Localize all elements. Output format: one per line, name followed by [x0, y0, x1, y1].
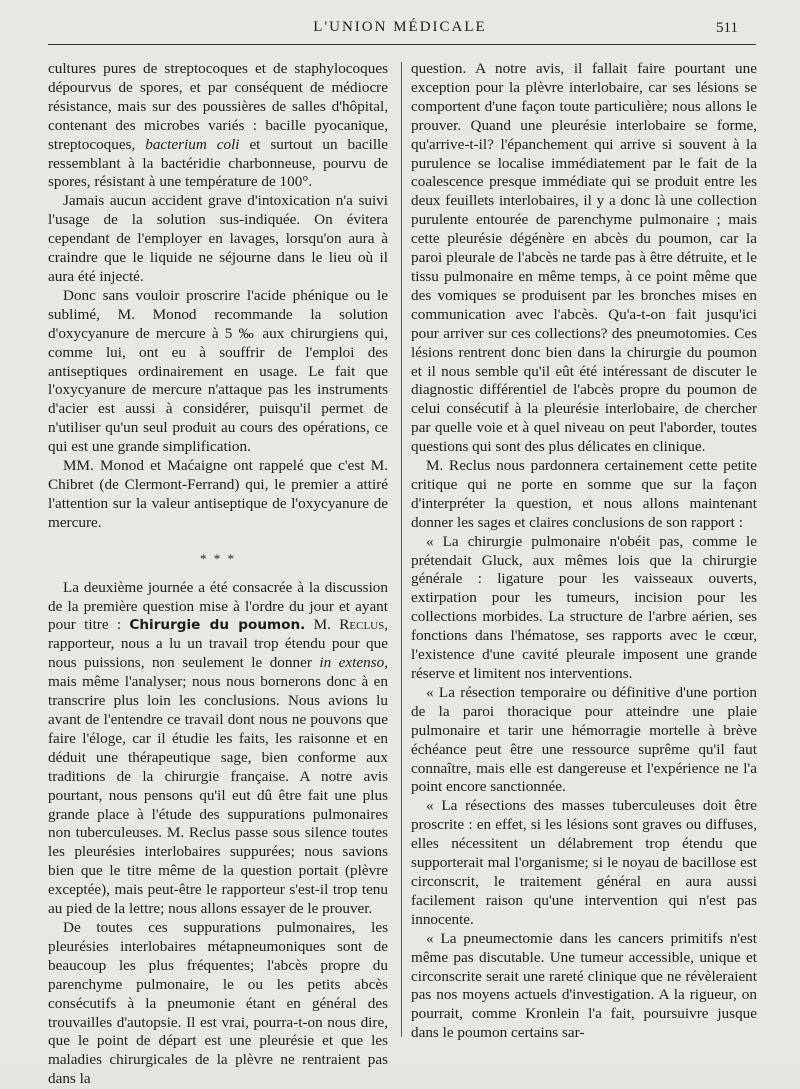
right-column — [411, 60, 757, 1043]
paragraph: La deuxième journée a été consacrée à la discussion de la première question mise à l'ordre du jour et ayant pour titre : Chirurgie du poumon. M. Reclus, rapporteur, nous a lu un travail trop étendu pour que nous puissions, non seulement le donner in extenso, mais même l'analyser; nous nous bornerons donc à en transcrire plus loin les conclusions. Nous avions lu avant de l'entendre ce travail dont nous ne pouvons que faire l'éloge, car il étudie les faits, les raisonne et en déduit une thérapeutique sage, bien conforme aux traditions de la chirurgie française. A notre avis pourtant, nous pensons qu'il eut dû être fait une plus grande place à l'étude des suppurations pulmonaires non tuberculeuses. M. Reclus passe sous silence toutes les pleurésies interlobaires suppurées; nous savions bien que le titre même de la question portait (plèvre exceptée), mais peut-être le rapporteur s'est-il trop tenu au pied de la lettre; nous allons essayer de le prouver. — [48, 578, 389, 918]
section-ornament: * * * — [200, 550, 236, 566]
paragraph: M. Reclus nous pardonnera certainement cette petite critique qui ne porte en somme que sur la façon d'interpréter la question, et nous allons maintenant donner les sages et claires conclusions de son rapport : — [411, 457, 757, 531]
header-rule — [48, 44, 756, 45]
paragraph: MM. Monod et Maćaigne ont rappelé que c'est M. Chibret (de Clermont-Ferrand) qui, le premier a attiré l'attention sur la valeur antiseptique de l'oxycyanure de mercure. — [48, 457, 388, 531]
page-number: 511 — [716, 20, 738, 36]
paragraph: Donc sans vouloir proscrire l'acide phénique ou le sublimé, M. Monod recommande la solution d'oxycyanure de mercure à 5 ‰ aux chirurgiens qui, comme lui, ont eu à souffrir de l'emploi des antiseptiques ordinairement en usage. Le fait que l'oxycyanure de mercure n'attaque pas les instruments d'acier est aussi à considérer, puisqu'il permet de n'utiliser qu'un seul produit au cours des opérations, ce qui est une grande simplification. — [48, 286, 388, 456]
paragraph: question. A notre avis, il fallait faire pourtant une exception pour la plèvre interlobaire, car ses lésions se comportent d'une façon toute particulière; nous allons le prouver. Quand une pleurésie interlobaire se forme, qu'arrive-t-il? l'épanchement qui arrive si souvent à la purulence se localise immédiatement par le fait de la coalescence presque immédiate qui se produit entre les deux feuillets interlobaires, il y a donc là une collection purulente entourée de parenchyme pulmonaire ; mais cette pleurésie dégénère en abcès du poumon, car la paroi pleurale de l'abcès ne tarde pas à être détruite, et le tissu pulmonaire en même temps, à ce point même que des vomiques se produisent par les bronches mises en communication avec l'abcès. Qu'a-t-on fait jusqu'ici pour arriver sur ces collections? des pneumotomies. Ces lésions rentrent donc bien dans la chirurgie du poumon et il nous semble qu'il eût été intéressant de discuter le diagnostic différentiel de l'abcès propre du poumon de celui consécutif à la pleurésie interlobaire, de chercher par quelle voie et à quel niveau on peut l'aborder, toutes questions qui sont des plus délicates en clinique. — [411, 60, 757, 456]
paragraph: Jamais aucun accident grave d'intoxication n'a suivi l'usage de la solution sus-indiquée. On évitera cependant de l'employer en lavages, lorsqu'on aura à craindre que le liquide ne séjourne dans le lieu où il aura été injecté. — [48, 192, 388, 285]
running-head: L'UNION MÉDICALE — [313, 19, 487, 35]
paragraph: cultures pures de streptocoques et de staphylocoques dépourvus de spores, et par conséquent de médiocre résistance, mais sur des poussières de salles d'hôpital, contenant des microbes variés : bacille pyocanique, streptocoques, bacterium coli et surtout un bacille ressemblant à la bactéridie charbonneuse, pourvu de spores, résistant à une température de 100°. — [48, 60, 389, 191]
paragraph: « La chirurgie pulmonaire n'obéit pas, comme le prétendait Gluck, aux mêmes lois que la chirurgie générale : ligature pour les vaisseaux ouverts, extirpation pour les tumeurs, incision pour les collections morbides. La structure de l'arbre aérien, ses fonctions dans l'hématose, ses rapports avec le cœur, l'existence d'une cavité pleurale imposent une grande réserve et limitent nos interventions. — [411, 532, 757, 682]
section-heading: Chirurgie du poumon. — [129, 617, 306, 634]
left-column — [48, 60, 388, 1089]
paragraph: « La pneumectomie dans les cancers primitifs n'est même pas discutable. Une tumeur accessible, unique et circonscrite serait une rareté clinique que ne révèleraient pas nos moyens actuels d'investigation. A la rigueur, on pourrait, comme Kronlein l'a fait, poursuivre jusque dans le poumon certains sar- — [411, 929, 757, 1042]
column-divider — [401, 62, 402, 1037]
paragraph: « La résection temporaire ou définitive d'une portion de la paroi thoracique pour atteindre une plaie pulmonaire et tarir une hémorragie mortelle à brève échéance peut être une ressource suprême qu'il faut connaître, mais elle est dangereuse et l'expérience ne l'a point encore sanctionnée. — [411, 683, 757, 796]
paragraph: De toutes ces suppurations pulmonaires, les pleurésies interlobaires métapneumoniques sont de beaucoup les plus fréquentes; l'abcès propre du parenchyme pulmonaire, le ou les petits abcès consécutifs à la pneumonie étant en général des trouvailles d'autopsie. Il est vrai, pourra-t-on nous dire, que le point de départ est une pleurésie et que les maladies chirurgicales de la plèvre ne rentraient pas dans la — [48, 918, 388, 1088]
paragraph: « La résections des masses tuberculeuses doit être proscrite : en effet, si les lésions sont graves ou diffuses, elles nécessitent un délabrement trop étendu que supporterait mal l'organisme; si le noyau de bacillose est circonscrit, le traitement général en aura aussi facilement raison qu'une intervention qui n'est pas innocente. — [411, 797, 757, 928]
